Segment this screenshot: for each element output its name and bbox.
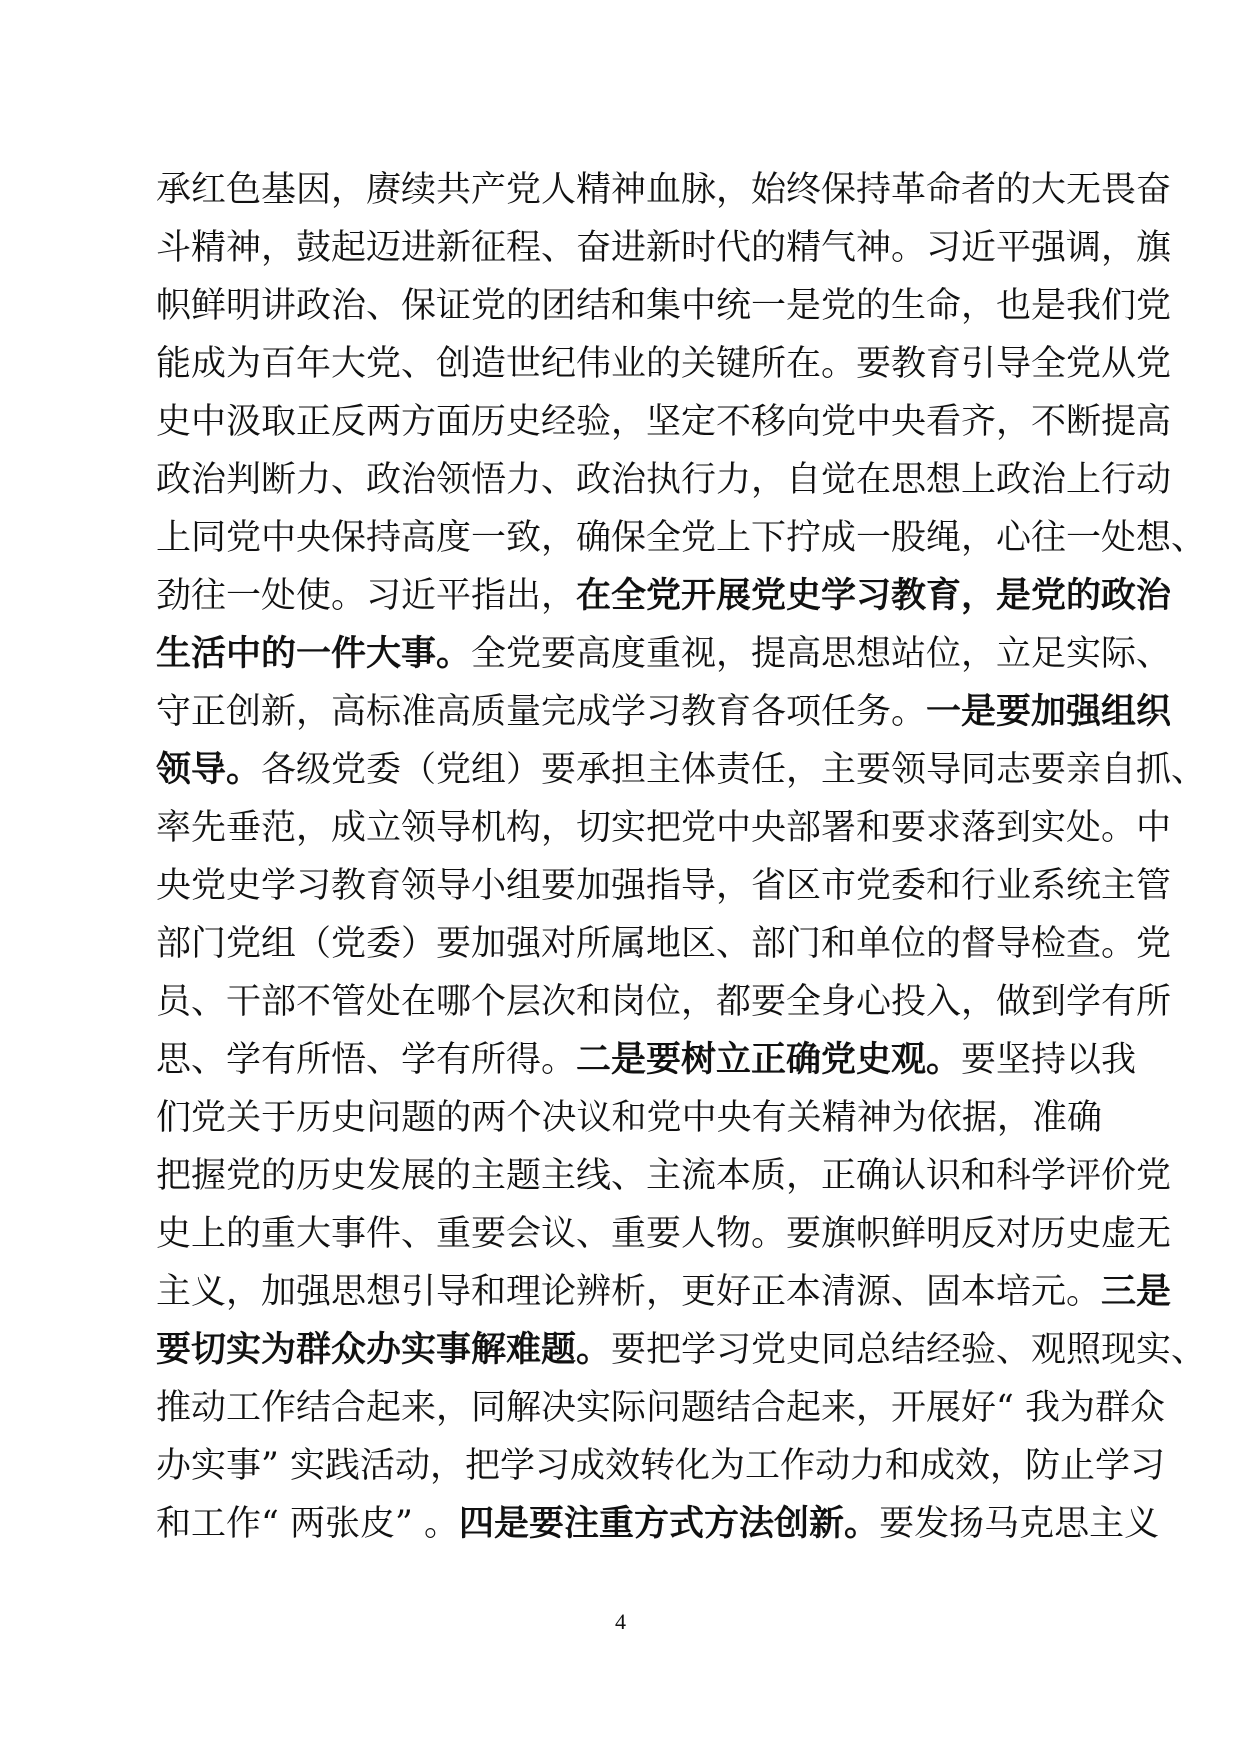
text-line — [156, 1502, 1160, 1546]
text-segment: 推动工作结合起来，同解决实际问题结合起来，开展好“ 我为群众 — [156, 1388, 1166, 1428]
text-segment: 劲往一处使。习近平指出， — [156, 576, 577, 616]
bold-text-segment: 领导。 — [156, 750, 262, 790]
text-line — [156, 864, 1172, 908]
text-line — [156, 516, 1207, 560]
text-line — [156, 574, 1172, 618]
text-line — [156, 748, 1207, 792]
text-line — [156, 1386, 1166, 1430]
text-line — [156, 342, 1172, 386]
text-line — [156, 632, 1172, 676]
bold-text-segment: 四是要注重方式方法创新。 — [459, 1504, 880, 1544]
text-segment: 上同党中央保持高度一致，确保全党上下拧成一股绳，心往一处想、 — [156, 518, 1207, 558]
text-segment: 斗精神，鼓起迈进新征程、奋进新时代的精气神。习近平强调，旗 — [156, 228, 1172, 268]
text-segment: 承红色基因，赓续共产党人精神血脉，始终保持革命者的大无畏奋 — [156, 170, 1172, 210]
bold-text-segment: 要切实为群众办实事解难题。 — [156, 1330, 612, 1370]
text-segment: 率先垂范，成立领导机构，切实把党中央部署和要求落到实处。中 — [156, 808, 1172, 848]
text-segment: 全党要高度重视，提高思想站位，立足实际、 — [471, 634, 1172, 674]
text-segment: 要发扬马克思主义 — [879, 1504, 1160, 1544]
bold-text-segment: 在全党开展党史学习教育，是党的政治 — [576, 576, 1172, 616]
text-segment: 部门党组（党委）要加强对所属地区、部门和单位的督导检查。党 — [156, 924, 1172, 964]
text-segment: 史上的重大事件、重要会议、重要人物。要旗帜鲜明反对历史虚无 — [156, 1214, 1172, 1254]
text-segment: 把握党的历史发展的主题主线、主流本质，正确认识和科学评价党 — [156, 1156, 1172, 1196]
text-segment: 守正创新，高标准高质量完成学习教育各项任务。 — [156, 692, 927, 732]
bold-text-segment: 二是要树立正确党史观。 — [576, 1040, 962, 1080]
text-line — [156, 806, 1172, 850]
text-segment: 办实事” 实践活动，把学习成效转化为工作动力和成效，防止学习 — [156, 1446, 1166, 1486]
text-line — [156, 226, 1172, 270]
text-line — [156, 922, 1172, 966]
text-segment: 要坚持以我 — [961, 1040, 1137, 1080]
text-segment: 们党关于历史问题的两个决议和党中央有关精神为依据，准确 — [156, 1098, 1102, 1138]
text-segment: 思、学有所悟、学有所得。 — [156, 1040, 577, 1080]
text-line — [156, 690, 1172, 734]
text-line — [156, 1096, 1102, 1140]
text-line — [156, 1270, 1172, 1314]
text-line — [156, 1038, 1137, 1082]
text-segment: 主义，加强思想引导和理论辨析，更好正本清源、固本培元。 — [156, 1272, 1102, 1312]
text-line — [156, 400, 1172, 444]
bold-text-segment: 三是 — [1101, 1272, 1172, 1312]
text-line — [156, 168, 1172, 212]
text-segment: 和工作“ 两张皮” 。 — [156, 1504, 460, 1544]
page-number: 4 — [615, 1609, 626, 1634]
bold-text-segment: 一是要加强组织 — [926, 692, 1172, 732]
text-line — [156, 1444, 1166, 1488]
text-segment: 能成为百年大党、创造世纪伟业的关键所在。要教育引导全党从党 — [156, 344, 1172, 384]
text-line — [156, 980, 1172, 1024]
text-line — [156, 284, 1172, 328]
text-segment: 央党史学习教育领导小组要加强指导，省区市党委和行业系统主管 — [156, 866, 1172, 906]
text-line — [156, 1154, 1172, 1198]
text-segment: 要把学习党史同总结经验、观照现实、 — [611, 1330, 1207, 1370]
text-segment: 帜鲜明讲政治、保证党的团结和集中统一是党的生命，也是我们党 — [156, 286, 1172, 326]
text-segment: 各级党委（党组）要承担主体责任，主要领导同志要亲自抓、 — [261, 750, 1207, 790]
bold-text-segment: 生活中的一件大事。 — [156, 634, 472, 674]
text-line — [156, 1328, 1207, 1372]
text-segment: 政治判断力、政治领悟力、政治执行力，自觉在思想上政治上行动 — [156, 460, 1172, 500]
text-segment: 史中汲取正反两方面历史经验，坚定不移向党中央看齐，不断提高 — [156, 402, 1172, 442]
text-line — [156, 458, 1172, 502]
text-line — [156, 1212, 1172, 1256]
text-segment: 员、干部不管处在哪个层次和岗位，都要全身心投入，做到学有所 — [156, 982, 1172, 1022]
